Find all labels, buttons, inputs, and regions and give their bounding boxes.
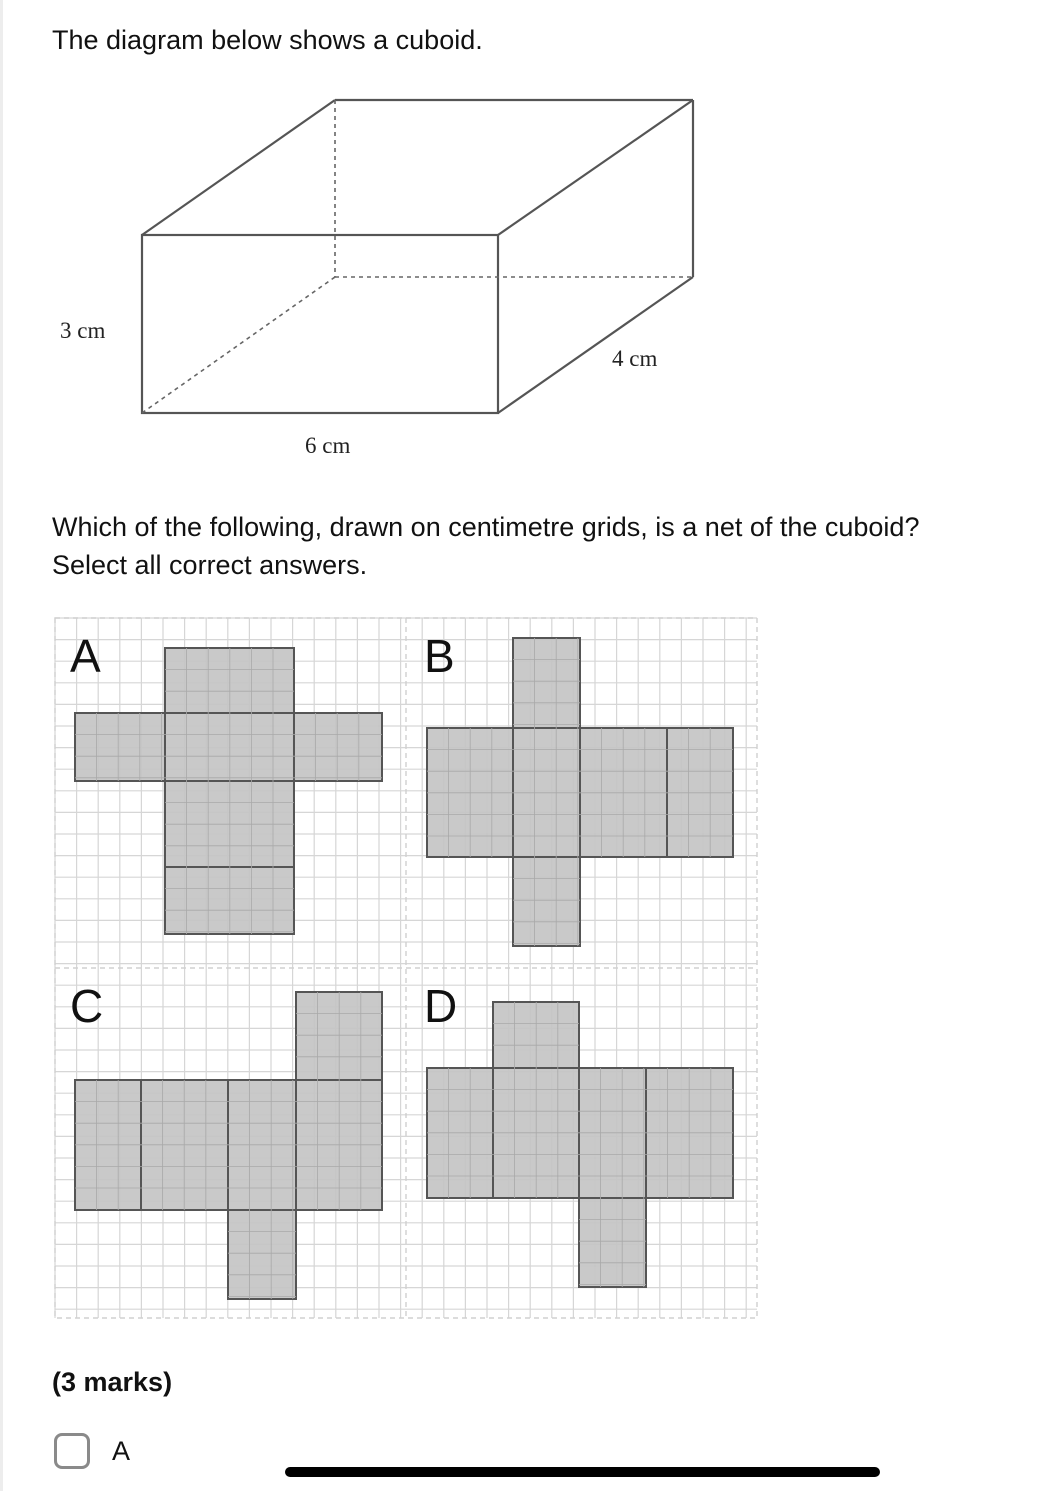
marks-label: (3 marks) [52,1367,173,1397]
intro-text: The diagram below shows a cuboid. [52,25,483,55]
cuboid-visible-edges [142,100,693,413]
net-face [228,1210,296,1299]
option-a-checkbox[interactable] [54,1433,90,1469]
net-face [579,1198,646,1287]
question-line-1: Which of the following, drawn on centimetre grids, is a net of the cuboid? [52,512,920,542]
net-face [513,638,580,728]
option-a[interactable] [54,1430,130,1472]
depth-label: 4 cm [612,346,658,371]
net-letter-a: A [70,630,101,682]
cuboid-hidden-edges [142,100,693,413]
nets-grid-figure [0,600,780,1340]
question-prompt [52,508,919,584]
question-line-2: Select all correct answers. [52,550,368,580]
cuboid-diagram [0,85,760,465]
net-letter-c: C [70,980,104,1032]
net-face [75,713,165,781]
net-face [513,857,580,946]
net-face [294,713,382,781]
option-a-label: A [112,1435,131,1466]
home-indicator [285,1467,880,1477]
width-label: 6 cm [305,433,351,458]
net-letter-d: D [424,980,458,1032]
net-letter-b: B [424,630,455,682]
height-label: 3 cm [60,318,106,343]
